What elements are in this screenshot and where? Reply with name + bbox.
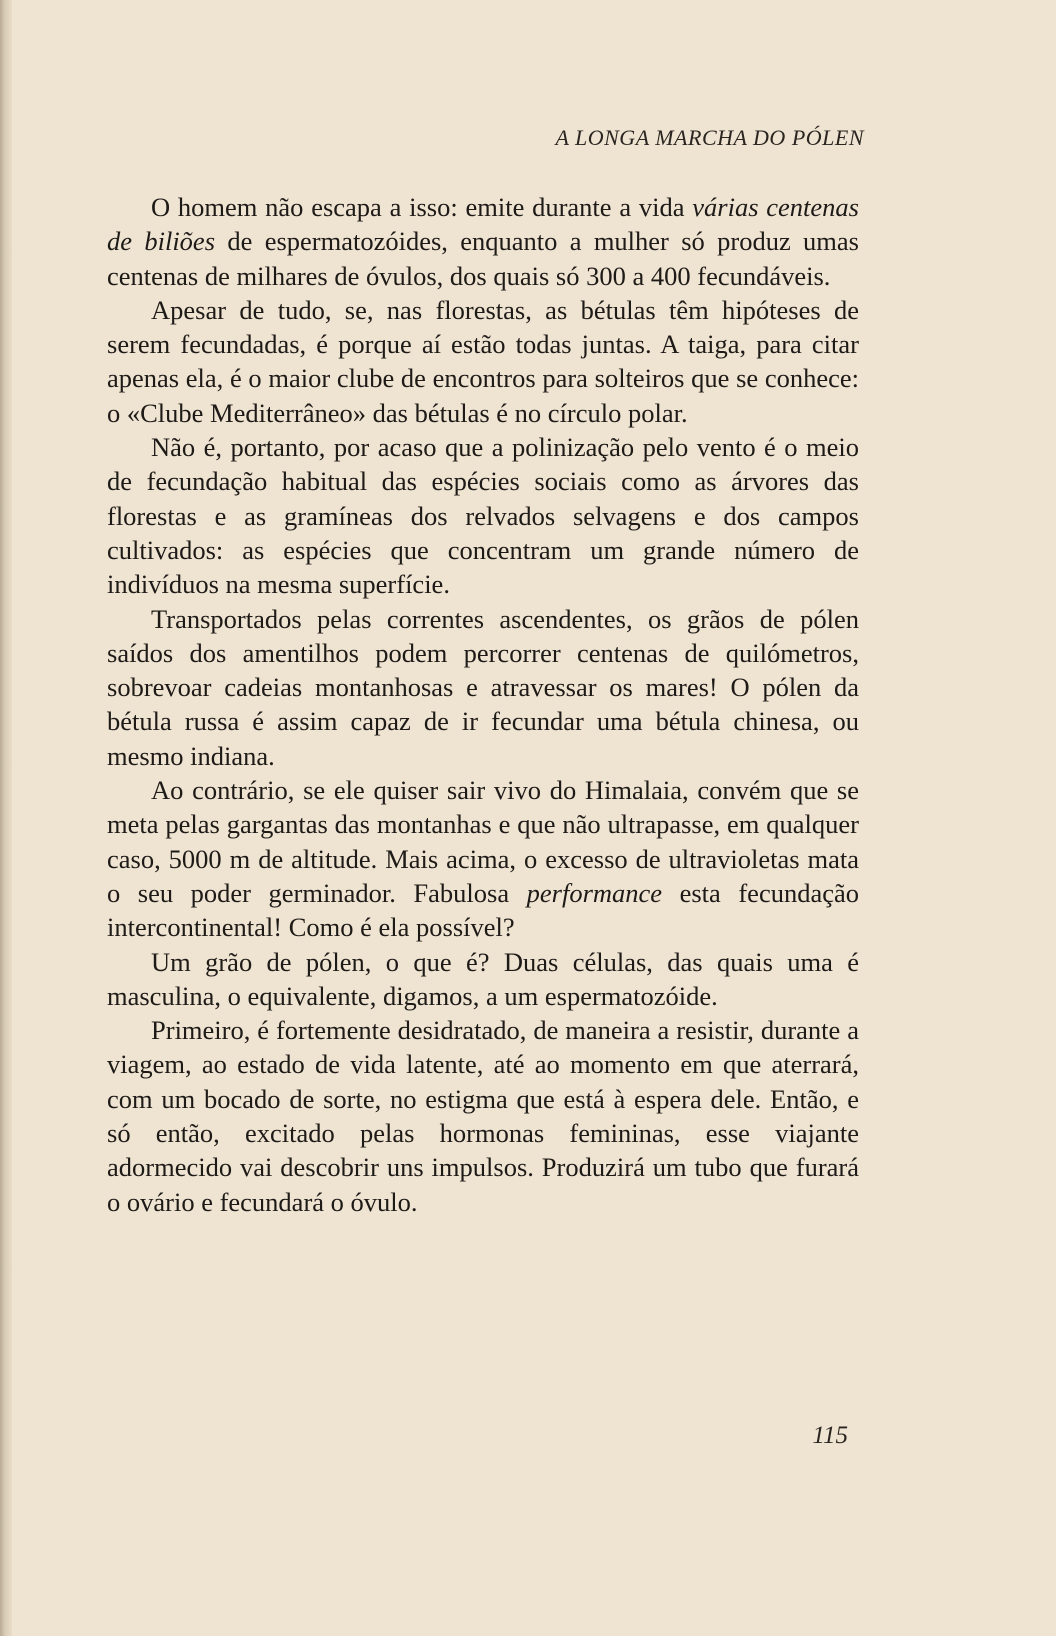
page-binding-edge bbox=[0, 0, 12, 1636]
paragraph-2: Apesar de tudo, se, nas florestas, as bétulas têm hipóteses de serem fecundadas, é porque aí estão todas juntas. A taiga, para citar apenas ela, é o maior clube de encontros para solteiros que se conhece: o «Clube Mediterrâneo» das bétulas é no círculo polar. bbox=[107, 294, 859, 428]
emphasis-text: performance bbox=[526, 877, 663, 908]
paragraph-7: Primeiro, é fortemente desidratado, de maneira a resistir, durante a viagem, ao estado de vida latente, até ao momento em que aterrará, com um bocado de sorte, no estigma que está à espera dele. Então, e só então, excitado pelas hormonas femininas, esse viajante adormecido vai descobrir uns impulsos. Produzirá um tubo que furará o ovário e fecundará o óvulo. bbox=[107, 1015, 859, 1217]
paragraph-5: Ao contrário, se ele quiser sair vivo do Himalaia, convém que se meta pelas gargantas das montanhas e que não ultrapasse, em qualquer caso, 5000 m de altitude. Mais acima, o excesso de ultravioletas mata o seu poder germinador. Fabulosa performance esta fecundação intercontinental! Como é ela possível? bbox=[107, 775, 859, 943]
page-number: 115 bbox=[812, 1422, 848, 1449]
emphasis-text: várias centenas de biliões bbox=[107, 192, 859, 257]
paragraph-6: Um grão de pólen, o que é? Duas células, das quais uma é masculina, o equivalente, digamos, a um espermatozóide. bbox=[107, 946, 859, 1011]
body-text bbox=[107, 190, 859, 1219]
paragraph-1: O homem não escapa a isso: emite durante a vida várias centenas de biliões de espermatozóides, enquanto a mulher só produz umas centenas de milhares de óvulos, dos quais só 300 a 400 fecundáveis. bbox=[107, 192, 859, 291]
paragraph-4: Transportados pelas correntes ascendentes, os grãos de pólen saídos dos amentilhos podem percorrer centenas de quilómetros, sobrevoar cadeias montanhosas e atravessar os mares! O pólen da bétula russa é assim capaz de ir fecundar uma bétula chinesa, ou mesmo indiana. bbox=[107, 603, 859, 771]
running-header: A LONGA MARCHA DO PÓLEN bbox=[555, 125, 864, 150]
paragraph-3: Não é, portanto, por acaso que a polinização pelo vento é o meio de fecundação habitual das espécies sociais como as árvores das florestas e as gramíneas dos relvados selvagens e dos campos cultivados: as espécies que concentram um grande número de indivíduos na mesma superfície. bbox=[107, 432, 859, 600]
